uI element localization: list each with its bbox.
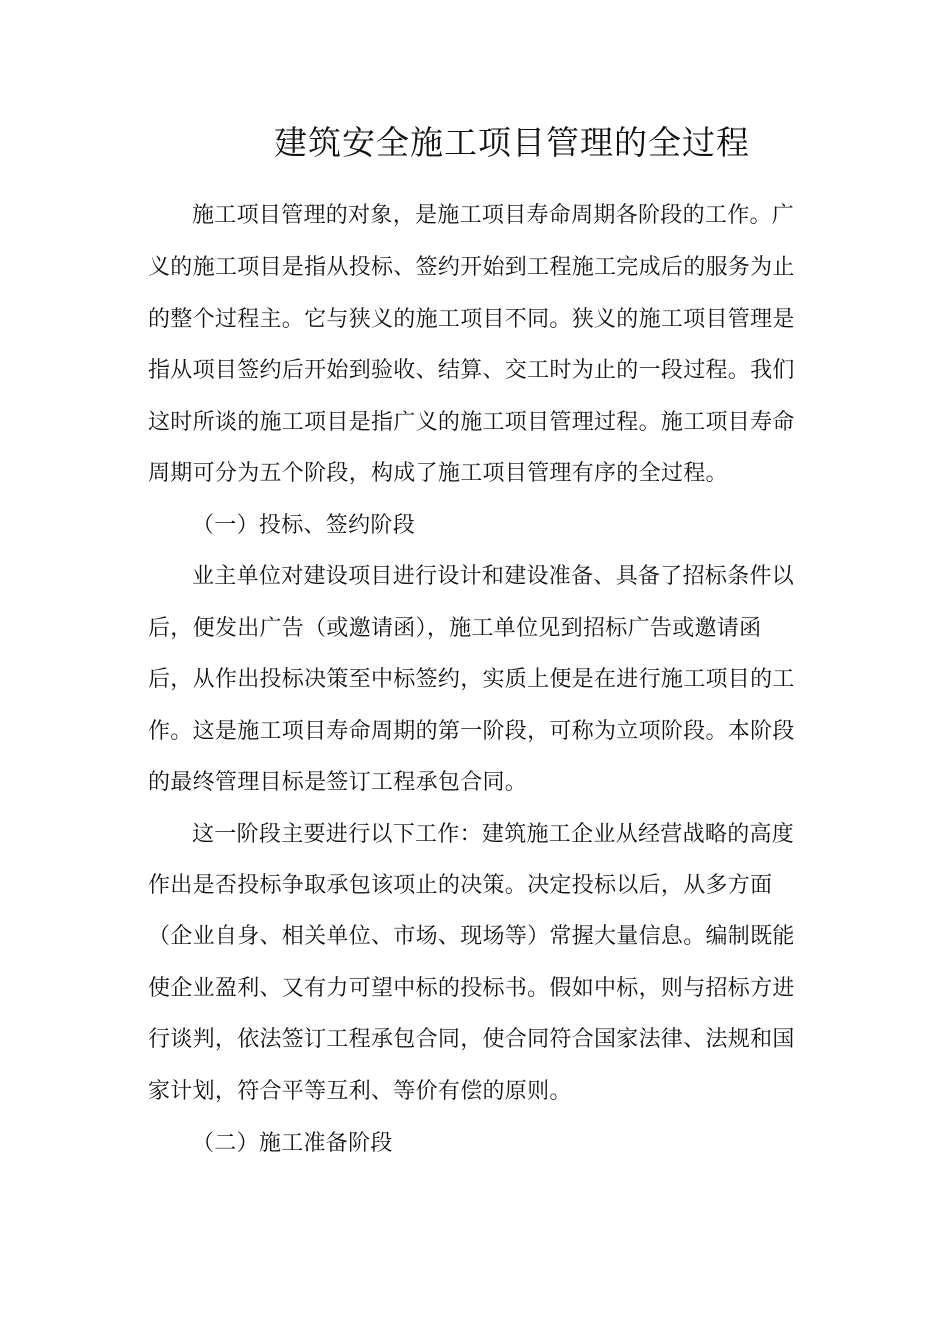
paragraph-line: （企业自身、相关单位、市场、现场等）常握大量信息。编制既能 [148,924,795,949]
paragraph-line: 施工项目管理的对象，是施工项目寿命周期各阶段的工作。广 [192,203,795,228]
paragraph-line: 的最终管理目标是签订工程承包合同。 [148,770,528,795]
paragraph-line: 作出是否投标争取承包该项止的决策。决定投标以后，从多方面 [148,873,773,898]
paragraph-line: 周期可分为五个阶段，构成了施工项目管理有序的全过程。 [148,461,728,486]
section-heading: （一）投标、签约阶段 [192,513,416,538]
paragraph-line: 作。这是施工项目寿命周期的第一阶段，可称为立项阶段。本阶段 [148,719,795,744]
paragraph-line: 指从项目签约后开始到验收、结算、交工时为止的一段过程。我们 [148,358,795,383]
paragraph-line: 行谈判，依法签订工程承包合同，使合同符合国家法律、法规和国 [148,1027,795,1052]
paragraph-line: 业主单位对建设项目进行设计和建设准备、具备了招标条件以 [192,564,795,589]
paragraph-line: 这时所谈的施工项目是指广义的施工项目管理过程。施工项目寿命 [148,410,795,435]
paragraph-line: 义的施工项目是指从投标、签约开始到工程施工完成后的服务为止 [148,255,795,280]
paragraph-line: 使企业盈利、又有力可望中标的投标书。假如中标，则与招标方进 [148,976,795,1001]
paragraph-line: 家计划，符合平等互利、等价有偿的原则。 [148,1079,572,1104]
paragraph-line: 这一阶段主要进行以下工作：建筑施工企业从经营战略的高度 [192,822,795,847]
paragraph-line: 后，从作出投标决策至中标签约，实质上便是在进行施工项目的工 [148,667,795,692]
paragraph-line: 的整个过程主。它与狭义的施工项目不同。狭义的施工项目管理是 [148,307,795,332]
page-title: 建筑安全施工项目管理的全过程 [274,123,750,162]
paragraph-line: 后，便发出广告（或邀请函），施工单位见到招标广告或邀请函 [148,616,762,641]
section-heading: （二）施工准备阶段 [192,1131,393,1156]
